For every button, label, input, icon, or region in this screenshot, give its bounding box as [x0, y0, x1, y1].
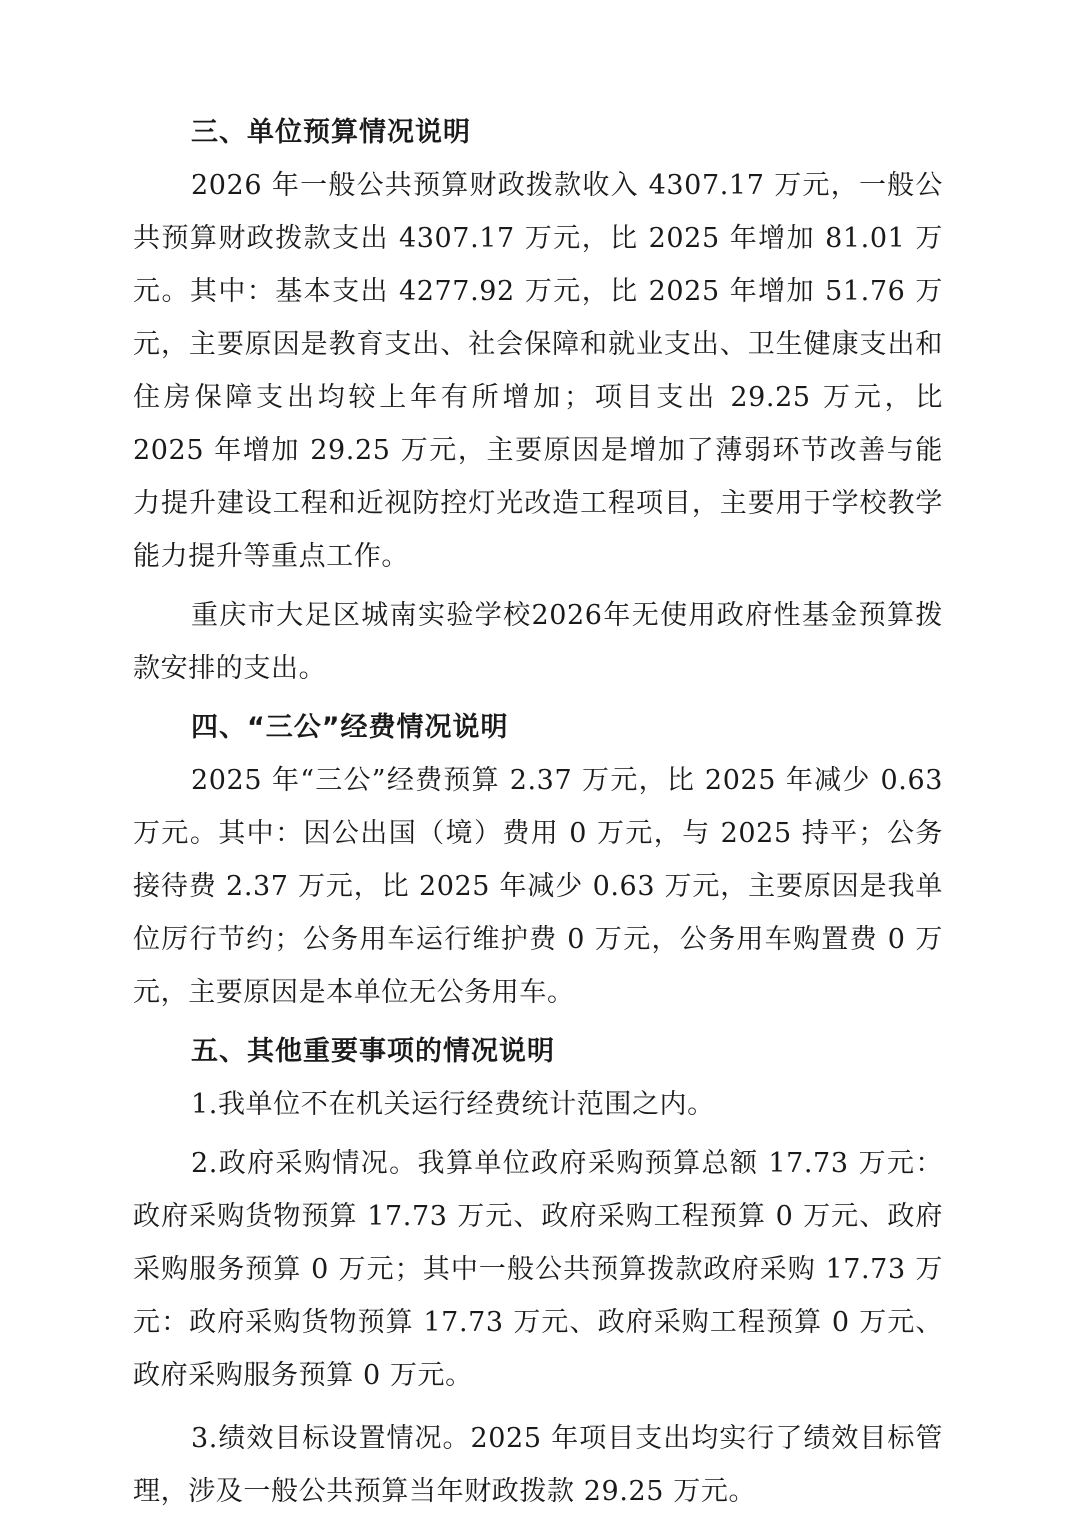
- paragraph-performance-targets: 3.绩效目标设置情况。2025 年项目支出均实行了绩效目标管理，涉及一般公共预算当年财政拨款 29.25 万元。: [133, 1423, 943, 1507]
- paragraph-three-public-expenses: 2025 年“三公”经费预算 2.37 万元，比 2025 年减少 0.63 万元。其中：因公出国（境）费用 0 万元，与 2025 持平；公务接待费 2.37 万元，比 2025 年减少 0.63 万元，主要原因是我单位厉行节约；公务用车运行维护费 0 万元，公务用车购置费 0 万元，主要原因是本单位无公务用车。: [133, 765, 943, 1008]
- section-heading-three-public: 四、“三公”经费情况说明: [191, 712, 509, 743]
- paragraph-government-fund: 重庆市大足区城南实验学校2026年无使用政府性基金预算拨款安排的支出。: [133, 600, 943, 684]
- section-heading-unit-budget: 三、单位预算情况说明: [191, 117, 471, 148]
- document-body: [133, 106, 943, 1518]
- paragraph-procurement: 2.政府采购情况。我算单位政府采购预算总额 17.73 万元：政府采购货物预算 17.73 万元、政府采购工程预算 0 万元、政府采购服务预算 0 万元；其中一般公共预算拨款政府采购 17.73 万元：政府采购货物预算 17.73 万元、政府采购工程预算 0 万元、政府采购服务预算 0 万元。: [133, 1148, 943, 1391]
- paragraph-budget-overview: 2026 年一般公共预算财政拨款收入 4307.17 万元，一般公共预算财政拨款支出 4307.17 万元，比 2025 年增加 81.01 万元。其中：基本支出 4277.92 万元，比 2025 年增加 51.76 万元，主要原因是教育支出、社会保障和就业支出、卫生健康支出和住房保障支出均较上年有所增加；项目支出 29.25 万元，比 2025 年增加 29.25 万元，主要原因是增加了薄弱环节改善与能力提升建设工程和近视防控灯光改造工程项目，主要用于学校教学能力提升等重点工作。: [133, 170, 943, 572]
- paragraph-operating-expenses: 1.我单位不在机关运行经费统计范围之内。: [191, 1089, 715, 1120]
- section-heading-other-matters: 五、其他重要事项的情况说明: [191, 1036, 555, 1067]
